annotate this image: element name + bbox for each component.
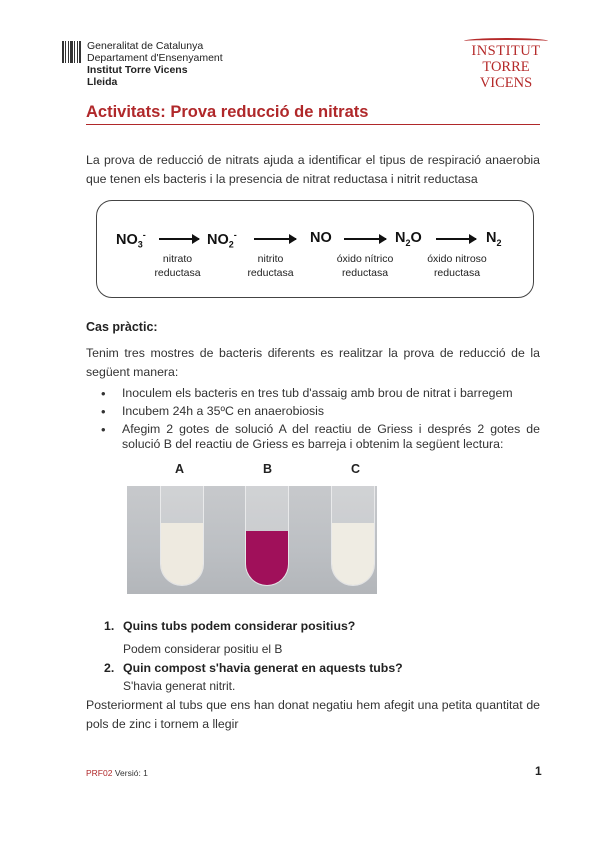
closing-paragraph: Posteriorment al tubs que ens han donat negatiu hem afegit una petita quantitat de pols de zinc i tornem a llegir bbox=[86, 698, 540, 731]
generalitat-logo-icon bbox=[62, 41, 81, 63]
list-item: • Incubem 24h a 35ºC en anaerobiosis bbox=[86, 404, 540, 419]
compound-nitrate: $NO_3^-$ bbox=[116, 230, 146, 250]
arrow-icon bbox=[159, 238, 199, 240]
questions-list bbox=[104, 618, 544, 697]
department-header bbox=[62, 40, 223, 88]
institut-logo bbox=[456, 38, 556, 91]
footer-version bbox=[86, 768, 148, 778]
header-line-2: Departament d'Ensenyament bbox=[87, 52, 223, 64]
version-label: Versió: 1 bbox=[112, 768, 148, 778]
arrow-icon bbox=[436, 238, 476, 240]
list-item: • Inoculem els bacteris en tres tub d'assaig amb brou de nitrat i barregem bbox=[86, 386, 540, 401]
question-text: Quins tubs podem considerar positius? bbox=[123, 619, 356, 633]
list-item bbox=[104, 660, 544, 695]
doc-code: PRF02 bbox=[86, 768, 113, 778]
list-item: • Afegim 2 gotes de solució A del reactiu de Griess i després 2 gotes de solució B del reactiu de Griess es barreja i obtenim la següent lectura: bbox=[86, 422, 540, 452]
logo-line-2: TORRE VICENS bbox=[479, 59, 533, 91]
case-title: Cas pràctic: bbox=[86, 320, 158, 334]
test-tube-b bbox=[245, 486, 289, 586]
title-divider bbox=[86, 124, 540, 125]
tube-label-b: B bbox=[263, 462, 273, 476]
answer-text: S'havia generat nitrit. bbox=[123, 679, 236, 693]
arrow-icon bbox=[344, 238, 386, 240]
compound-nitrite: $NO_2^-$ bbox=[207, 230, 237, 250]
header-line-3: Institut Torre Vicens bbox=[87, 64, 188, 76]
case-intro: Tenim tres mostres de bacteris diferents es realitzar la prova de reducció de la següent manera: bbox=[86, 346, 540, 379]
compound-nitrogen: $N_2$ bbox=[486, 230, 502, 248]
header-line-4: Lleida bbox=[87, 76, 118, 88]
enzyme-label: nitrato reductasa bbox=[154, 253, 201, 279]
tube-label-a: A bbox=[175, 462, 185, 476]
compound-nitric-oxide: NO bbox=[310, 230, 332, 246]
question-number: 2. bbox=[104, 661, 115, 675]
header-line-1: Generalitat de Catalunya bbox=[87, 40, 204, 52]
reaction-scheme-box bbox=[96, 200, 534, 298]
list-item bbox=[104, 618, 544, 658]
intro-paragraph: La prova de reducció de nitrats ajuda a identificar el tipus de respiració anaerobia que tenen els bacteris i la presencia de nitrat reductasa i nitrit reductasa bbox=[86, 153, 540, 186]
compound-nitrous-oxide: $N_2O$ bbox=[395, 230, 422, 248]
enzyme-label: nitrito reductasa bbox=[247, 253, 294, 279]
procedure-list bbox=[86, 386, 540, 455]
tube-liquid bbox=[161, 523, 203, 585]
answer-text: Podem considerar positiu el B bbox=[123, 642, 283, 656]
enzyme-label: óxido nitroso reductasa bbox=[427, 253, 487, 279]
arrow-icon bbox=[254, 238, 296, 240]
test-tubes-photo bbox=[127, 486, 377, 594]
page-number: 1 bbox=[535, 764, 542, 778]
tube-label-c: C bbox=[351, 462, 361, 476]
tube-liquid bbox=[246, 531, 288, 585]
test-tube-c bbox=[331, 486, 375, 586]
page-title: Activitats: Prova reducció de nitrats bbox=[86, 103, 369, 121]
logo-line-1: INSTITUT bbox=[471, 43, 541, 59]
question-number: 1. bbox=[104, 619, 115, 633]
test-tube-a bbox=[160, 486, 204, 586]
tube-liquid bbox=[332, 523, 374, 585]
question-text: Quin compost s'havia generat en aquests tubs? bbox=[123, 661, 403, 675]
enzyme-label: óxido nítrico reductasa bbox=[336, 253, 394, 279]
